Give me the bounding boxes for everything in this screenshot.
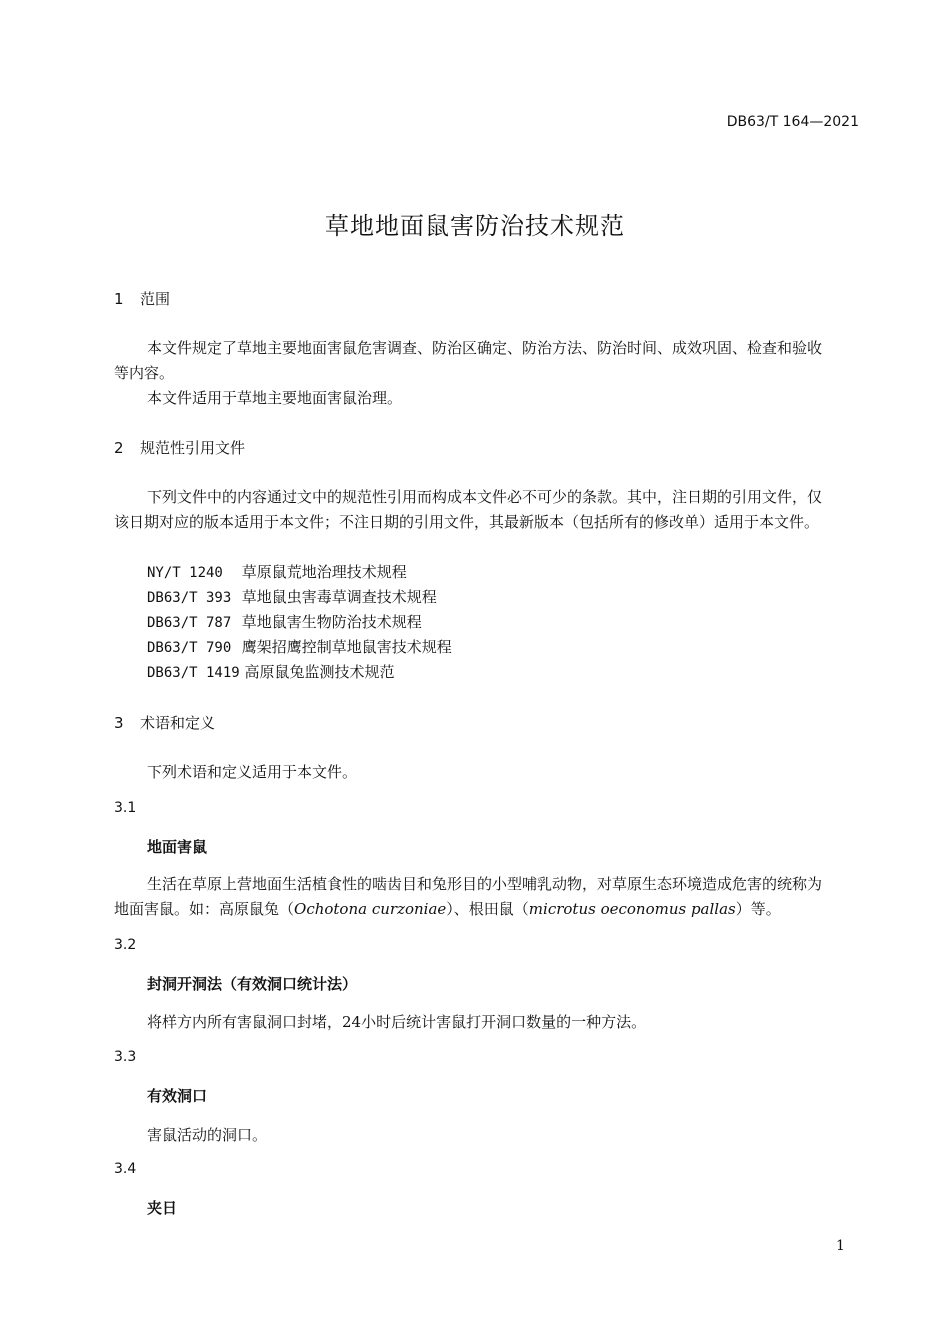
species-name: microtus oeconomus pallas [528,900,736,918]
document-title: 草地地面鼠害防治技术规范 [325,212,625,240]
section-1-paragraph-1: 本文件规定了草地主要地面害鼠危害调查、防治区确定、防治方法、防治时间、成效巩固、检查和验收等内容。 [114,339,823,382]
section-number: 3 [114,714,124,732]
reference-code: DB63/T 790 [147,640,232,656]
term-definition [114,872,826,922]
reference-item [147,585,437,611]
term-heading: 封洞开洞法（有效洞口统计法） [147,975,358,993]
clause-number: 3.2 [114,937,137,953]
page-number: 1 [836,1238,845,1254]
clause-number: 3.1 [114,800,137,816]
section-title: 范围 [140,290,171,308]
term-heading: 夹日 [147,1199,178,1217]
species-name: Ochotona curzoniae [294,900,447,918]
reference-code: NY/T 1240 [147,565,223,581]
reference-title: 草地鼠虫害毒草调查技术规程 [241,588,437,606]
term-definition: 将样方内所有害鼠洞口封堵，24小时后统计害鼠打开洞口数量的一种方法。 [147,1013,647,1031]
reference-title: 草原鼠荒地治理技术规程 [241,563,407,581]
section-3-intro: 下列术语和定义适用于本文件。 [147,763,358,781]
standard-code: DB63/T 164—2021 [726,114,859,130]
section-title: 规范性引用文件 [140,439,246,457]
section-number: 2 [114,439,124,457]
section-title: 术语和定义 [140,714,216,732]
reference-item [147,560,407,586]
reference-code: DB63/T 787 [147,615,232,631]
section-2-heading [114,437,245,458]
section-3-heading [114,712,215,733]
term-definition: 害鼠活动的洞口。 [147,1126,268,1144]
reference-item [147,660,395,686]
clause-number: 3.3 [114,1049,137,1065]
term-heading: 地面害鼠 [147,838,208,856]
reference-item [147,610,422,636]
section-2-intro: 下列文件中的内容通过文中的规范性引用而构成本文件必不可少的条款。其中，注日期的引用文件，仅该日期对应的版本适用于本文件；不注日期的引用文件，其最新版本（包括所有的修改单）适用于本文件。 [114,488,823,531]
section-1-heading [114,288,170,309]
clause-number: 3.4 [114,1161,137,1177]
definition-text: ）、根田鼠（ [446,900,529,918]
reference-title: 草地鼠害生物防治技术规程 [241,613,422,631]
reference-code: DB63/T 1419 [147,665,240,681]
reference-item [147,635,452,661]
reference-title: 高原鼠兔监测技术规范 [244,663,395,681]
reference-title: 鹰架招鹰控制草地鼠害技术规程 [241,638,452,656]
definition-text: 生活在草原上营地面生活植食性的啮齿目和兔形目的小型哺乳动物，对草原生态环境造成危害的统称为地面害鼠。如：高原鼠兔（ [114,875,823,918]
section-1-paragraph-2: 本文件适用于草地主要地面害鼠治理。 [147,389,403,407]
definition-text: ）等。 [735,900,781,918]
reference-code: DB63/T 393 [147,590,232,606]
section-number: 1 [114,290,124,308]
term-heading: 有效洞口 [147,1087,208,1105]
